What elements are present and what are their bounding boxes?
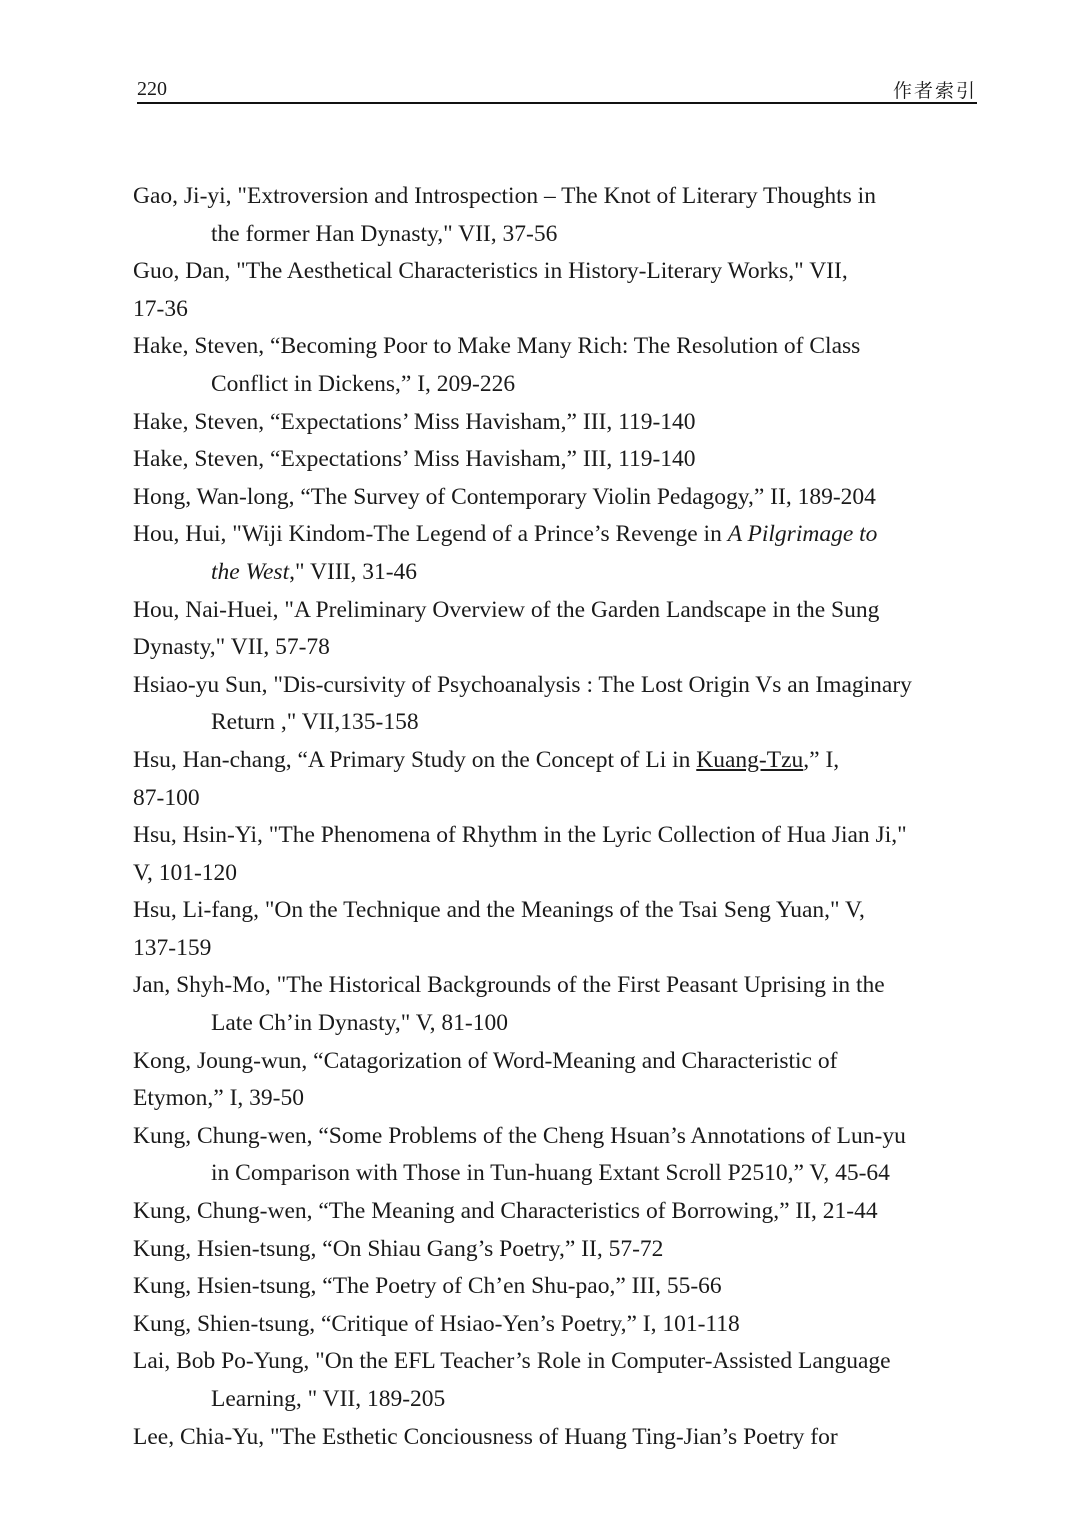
- index-entry-hou-nai-huei: [133, 592, 983, 667]
- index-entry-kung-hsien-tsung-2: [133, 1268, 983, 1306]
- entry-text: ,” I,: [803, 746, 840, 773]
- entry-continuation: 17-36: [133, 295, 188, 322]
- index-entry-guo-dan: [133, 253, 983, 328]
- entry-text: Hsu, Han-chang, “A Primary Study on the Concept of Li in: [133, 746, 697, 773]
- entry-title-underlined: Kuang-Tzu: [696, 746, 804, 773]
- entry-continuation: Conflict in Dickens,” I, 209-226: [211, 370, 516, 397]
- entry-line: Hake, Steven, “Becoming Poor to Make Many Rich: The Resolution of Class: [133, 333, 861, 360]
- index-entry-hsu-han-chang: [133, 742, 983, 817]
- entry-line: Lee, Chia-Yu, "The Esthetic Conciousness of Huang Ting-Jian’s Poetry for: [133, 1423, 838, 1450]
- entry-title-italic: the West: [211, 558, 290, 585]
- index-entry-kung-chung-wen-2: [133, 1193, 983, 1231]
- index-entry-hsu-li-fang: [133, 892, 983, 967]
- index-entry-kung-hsien-tsung-1: [133, 1231, 983, 1269]
- entry-line: Hou, Nai-Huei, "A Preliminary Overview of the Garden Landscape in the Sung: [133, 596, 880, 623]
- index-entry-gao-ji-yi: [133, 178, 983, 253]
- entry-line: Hsiao-yu Sun, "Dis-cursivity of Psychoanalysis : The Lost Origin Vs an Imaginary: [133, 671, 912, 698]
- page-header: [137, 74, 977, 104]
- index-entry-kung-chung-wen-1: [133, 1118, 983, 1193]
- entry-line: Guo, Dan, "The Aesthetical Characteristics in History-Literary Works," VII,: [133, 258, 848, 285]
- entry-line: Hake, Steven, “Expectations’ Miss Havisham,” III, 119-140: [133, 446, 696, 473]
- index-entry-hou-hui: [133, 516, 983, 591]
- entry-continuation: Return ," VII,135-158: [211, 709, 419, 736]
- entry-line: Hong, Wan-long, “The Survey of Contemporary Violin Pedagogy,” II, 189-204: [133, 483, 876, 510]
- entry-line: Jan, Shyh-Mo, "The Historical Backgrounds of the First Peasant Uprising in the: [133, 972, 885, 999]
- index-entry-lee-chia-yu: [133, 1419, 983, 1457]
- entry-line: Kung, Chung-wen, “Some Problems of the Cheng Hsuan’s Annotations of Lun-yu: [133, 1122, 906, 1149]
- header-title: 作者索引: [892, 80, 977, 102]
- entry-text: Hou, Hui, "Wiji Kindom-The Legend of a Prince’s Revenge in: [133, 521, 728, 548]
- author-index-list: [133, 178, 983, 1456]
- entry-line: Gao, Ji-yi, "Extroversion and Introspection – The Knot of Literary Thoughts in: [133, 183, 876, 209]
- page-number: 220: [137, 78, 167, 100]
- entry-line: Kong, Joung-wun, “Catagorization of Word-Meaning and Characteristic of: [133, 1047, 838, 1074]
- entry-line: Kung, Hsien-tsung, “The Poetry of Ch’en Shu-pao,” III, 55-66: [133, 1273, 722, 1300]
- entry-line: Hsu, Hsin-Yi, "The Phenomena of Rhythm in the Lyric Collection of Hua Jian Ji,": [133, 822, 907, 849]
- entry-continuation: V, 101-120: [133, 859, 238, 886]
- entry-title-italic: A Pilgrimage to: [727, 521, 878, 548]
- entry-line: Hake, Steven, “Expectations’ Miss Havisham,” III, 119-140: [133, 408, 696, 435]
- entry-continuation: [133, 554, 983, 592]
- entry-continuation: the former Han Dynasty," VII, 37-56: [211, 220, 558, 247]
- entry-continuation: Etymon,” I, 39-50: [133, 1085, 304, 1112]
- entry-line: [133, 516, 983, 554]
- index-entry-jan-shyh-mo: [133, 967, 983, 1042]
- entry-continuation: Dynasty," VII, 57-78: [133, 634, 330, 661]
- index-entry-hake-steven-1: [133, 328, 983, 403]
- index-entry-hake-steven-3: [133, 441, 983, 479]
- index-entry-kung-shien-tsung: [133, 1306, 983, 1344]
- header-rule: [137, 102, 977, 104]
- entry-line: Lai, Bob Po-Yung, "On the EFL Teacher’s Role in Computer-Assisted Language: [133, 1348, 891, 1375]
- index-entry-kong-joung-wun: [133, 1043, 983, 1118]
- entry-continuation: 137-159: [133, 934, 212, 961]
- entry-continuation: Learning, " VII, 189-205: [211, 1386, 446, 1412]
- index-entry-hsiao-yu-sun: [133, 667, 983, 742]
- entry-line: [133, 742, 983, 780]
- entry-line: Kung, Hsien-tsung, “On Shiau Gang’s Poetry,” II, 57-72: [133, 1235, 664, 1262]
- index-entry-lai-bob-po-yung: [133, 1343, 983, 1418]
- entry-continuation: Late Ch’in Dynasty," V, 81-100: [211, 1010, 509, 1037]
- entry-text: ," VIII, 31-46: [289, 558, 418, 585]
- index-entry-hsu-hsin-yi: [133, 817, 983, 892]
- entry-line: Kung, Chung-wen, “The Meaning and Characteristics of Borrowing,” II, 21-44: [133, 1198, 878, 1225]
- entry-line: Hsu, Li-fang, "On the Technique and the Meanings of the Tsai Seng Yuan," V,: [133, 897, 865, 924]
- entry-line: Kung, Shien-tsung, “Critique of Hsiao-Yen’s Poetry,” I, 101-118: [133, 1310, 740, 1337]
- entry-continuation: in Comparison with Those in Tun-huang Extant Scroll P2510,” V, 45-64: [211, 1160, 890, 1187]
- index-entry-hong-wan-long: [133, 479, 983, 517]
- entry-continuation: 87-100: [133, 784, 200, 811]
- index-entry-hake-steven-2: [133, 404, 983, 442]
